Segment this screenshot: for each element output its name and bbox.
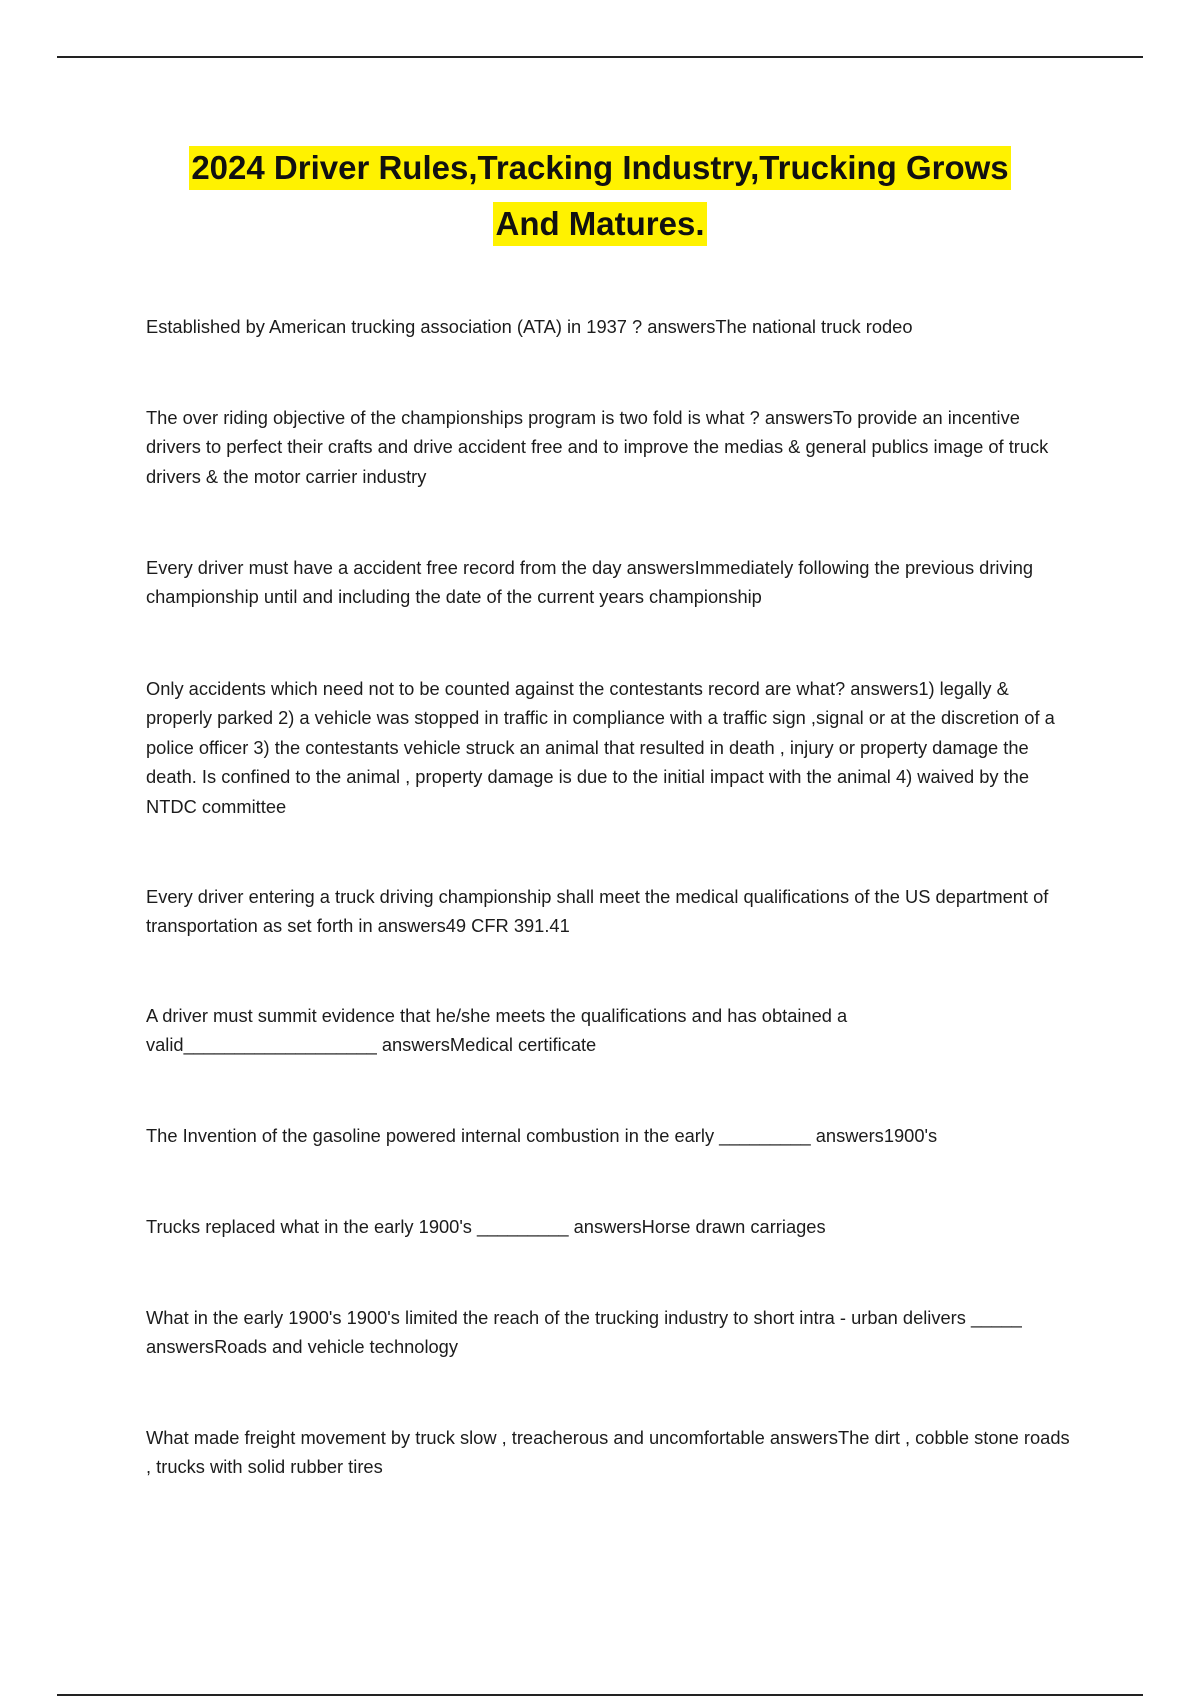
qa-paragraph-5: Every driver entering a truck driving championship shall meet the medical qualifications of the US department of transportation as set forth in answers49 CFR 391.41 — [146, 886, 1049, 937]
title-line-1: 2024 Driver Rules,Tracking Industry,Trucking Grows — [189, 146, 1010, 190]
document-title — [100, 146, 1100, 258]
qa-paragraph-4: Only accidents which need not to be counted against the contestants record are what? answers1) legally & properly parked 2) a vehicle was stopped in traffic in compliance with a traffic sign ,signal or at the discretion of a police officer 3) the contestants vehicle struck an animal that resulted in death , injury or property damage the death. Is confined to the animal , property damage is due to the initial impact with the animal 4) waived by the NTDC committee — [146, 678, 1055, 817]
qa-paragraph-1: Established by American trucking association (ATA) in 1937 ? answersThe national truck rodeo — [146, 316, 913, 337]
qa-paragraph-7: The Invention of the gasoline powered internal combustion in the early _________ answers1900's — [146, 1125, 938, 1146]
qa-paragraph-10: What made freight movement by truck slow , treacherous and uncomfortable answersThe dirt , cobble stone roads , trucks with solid rubber tires — [146, 1427, 1070, 1478]
qa-paragraph-8: Trucks replaced what in the early 1900's _________ answersHorse drawn carriages — [146, 1216, 826, 1237]
qa-paragraph-9: What in the early 1900's 1900's limited the reach of the trucking industry to short intra - urban delivers _____ answersRoads and vehicle technology — [146, 1307, 1022, 1358]
title-line-2: And Matures. — [493, 202, 706, 246]
qa-paragraph-3: Every driver must have a accident free record from the day answersImmediately following the previous driving championship until and including the date of the current years championship — [146, 557, 1034, 608]
qa-paragraph-2: The over riding objective of the championships program is two fold is what ? answersTo provide an incentive drivers to perfect their crafts and drive accident free and to improve the medias & general publics image of truck drivers & the motor carrier industry — [146, 407, 1049, 487]
qa-paragraph-6: A driver must summit evidence that he/she meets the qualifications and has obtained a valid___________________ answersMedical certificate — [146, 1005, 848, 1056]
bottom-rule — [57, 1694, 1143, 1696]
top-rule — [57, 56, 1143, 58]
